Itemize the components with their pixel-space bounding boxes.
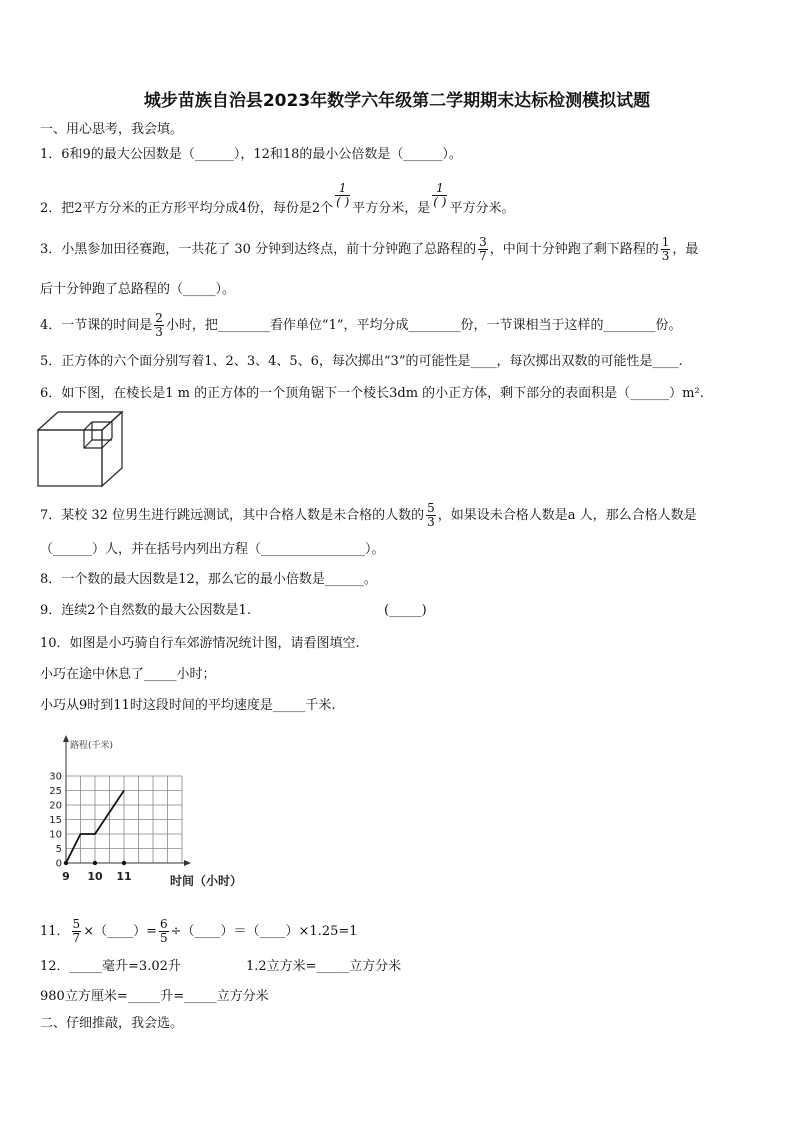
question-4-text-a: 4．一节课的时间是 [40, 318, 153, 333]
question-3-fraction-1: $\frac{3}{7}$ [479, 235, 487, 263]
question-8: 8．一个数的最大因数是12，那么它的最小倍数是______。 [40, 572, 377, 587]
y-tick-label: 30 [49, 771, 62, 783]
question-2-text-b: 平方分米，是 [352, 201, 431, 216]
x-axis-arrow [184, 860, 191, 866]
question-7-line-2: （______）人，并在括号内列出方程（________________）。 [40, 542, 385, 557]
question-3-fraction-2: $\frac{1}{3}$ [661, 235, 670, 263]
question-7 [40, 502, 697, 529]
y-axis-arrow [63, 735, 69, 742]
question-4-fraction: $\frac{2}{3}$ [155, 311, 163, 339]
question-11 [40, 918, 358, 945]
y-tick-label: 15 [49, 815, 62, 826]
page-title: 城步苗族自治县2023年数学六年级第二学期期末达标检测模拟试题 [143, 91, 651, 111]
section-1-heading: 一、用心思考，我会填。 [40, 122, 184, 137]
question-10: 10．如图是小巧骑自行车郊游情况统计图，请看图填空. [40, 636, 360, 651]
question-2-text-a: 2．把2平方分米的正方形平均分成4份，每份是2个 [40, 201, 334, 216]
section-2-heading: 二、仔细推敲，我会选。 [40, 1016, 184, 1031]
question-4-text-b: 小时，把________看作单位“1”，平均分成________份，一节课相当于这样的________份。 [165, 318, 682, 333]
question-2-fraction-1: $\frac{1}{( )}$ [336, 181, 350, 209]
question-7-text-a: 7．某校 32 位男生进行跳远测试，其中合格人数是未合格的人数的 [40, 508, 425, 523]
question-3-text-b: ，中间十分钟跑了剩下路程的 [489, 242, 659, 257]
x-tick-label: 9 [62, 870, 70, 883]
question-12-part-b: 1.2立方米=_____立方分米 [246, 959, 402, 974]
travel-line-chart [30, 734, 260, 890]
y-tick-label: 20 [49, 800, 62, 812]
question-3 [40, 236, 698, 263]
question-1: 1．6和9的最大公因数是（______），12和18的最小公倍数是（______）。 [40, 147, 462, 162]
x-axis-label: 时间（小时） [170, 874, 243, 888]
question-5: 5．正方体的六个面分别写着1、2、3、4、5、6，每次掷出“3”的可能性是____，每次掷出双数的可能性是____. [40, 354, 683, 369]
question-10-part-a: 小巧在途中休息了_____小时； [40, 667, 216, 682]
x-tick-label: 10 [87, 870, 103, 883]
y-tick-label: 10 [49, 829, 62, 841]
question-12-part-a: 12．_____毫升=3.02升 [40, 959, 181, 974]
question-2 [40, 182, 515, 218]
question-11-fraction-2: $\frac{6}{5}$ [159, 917, 168, 945]
cube-figure [36, 410, 124, 490]
question-9: 9．连续2个自然数的最大公因数是1. [40, 603, 251, 618]
y-tick-label: 0 [55, 858, 62, 870]
question-7-fraction: $\frac{5}{3}$ [427, 501, 435, 529]
question-3-text-c: ，最 [672, 242, 699, 257]
question-11-fraction-1: $\frac{5}{7}$ [72, 917, 81, 945]
question-11-text-c: ÷（____）＝（____）×1.25=1 [170, 924, 358, 939]
question-3-line-2: 后十分钟跑了总路程的（_____）。 [40, 282, 236, 297]
question-7-text-b: ，如果设未合格人数是a 人，那么合格人数是 [437, 508, 697, 523]
question-12-part-c: 980立方厘米=_____升=_____立方分米 [40, 989, 269, 1004]
question-11-text-b: ×（____）= [83, 924, 157, 939]
question-10-part-b: 小巧从9时到11时这段时间的平均速度是_____千米. [40, 698, 336, 713]
question-2-text-c: 平方分米。 [449, 201, 515, 216]
question-9-answer-blank: (_____) [384, 603, 427, 618]
x-tick-dot [122, 861, 126, 865]
x-tick-dot [93, 861, 97, 865]
question-6: 6．如下图，在棱长是1 m 的正方体的一个顶角锯下一个棱长3dm 的小正方体，剩下部分的表面积是（______）m². [40, 386, 704, 401]
y-tick-label: 25 [49, 786, 62, 797]
question-11-number: 11． [40, 924, 70, 939]
question-4 [40, 312, 682, 339]
question-3-text-a: 3．小黑参加田径赛跑，一共花了 30 分钟到达终点，前十分钟跑了总路程的 [40, 242, 477, 257]
x-tick-label: 11 [116, 870, 132, 883]
chart-grid [66, 776, 182, 863]
question-2-fraction-2: $\frac{1}{( )}$ [433, 181, 447, 209]
y-tick-label: 5 [55, 844, 62, 855]
y-axis-label: 路程(千米) [70, 741, 114, 751]
